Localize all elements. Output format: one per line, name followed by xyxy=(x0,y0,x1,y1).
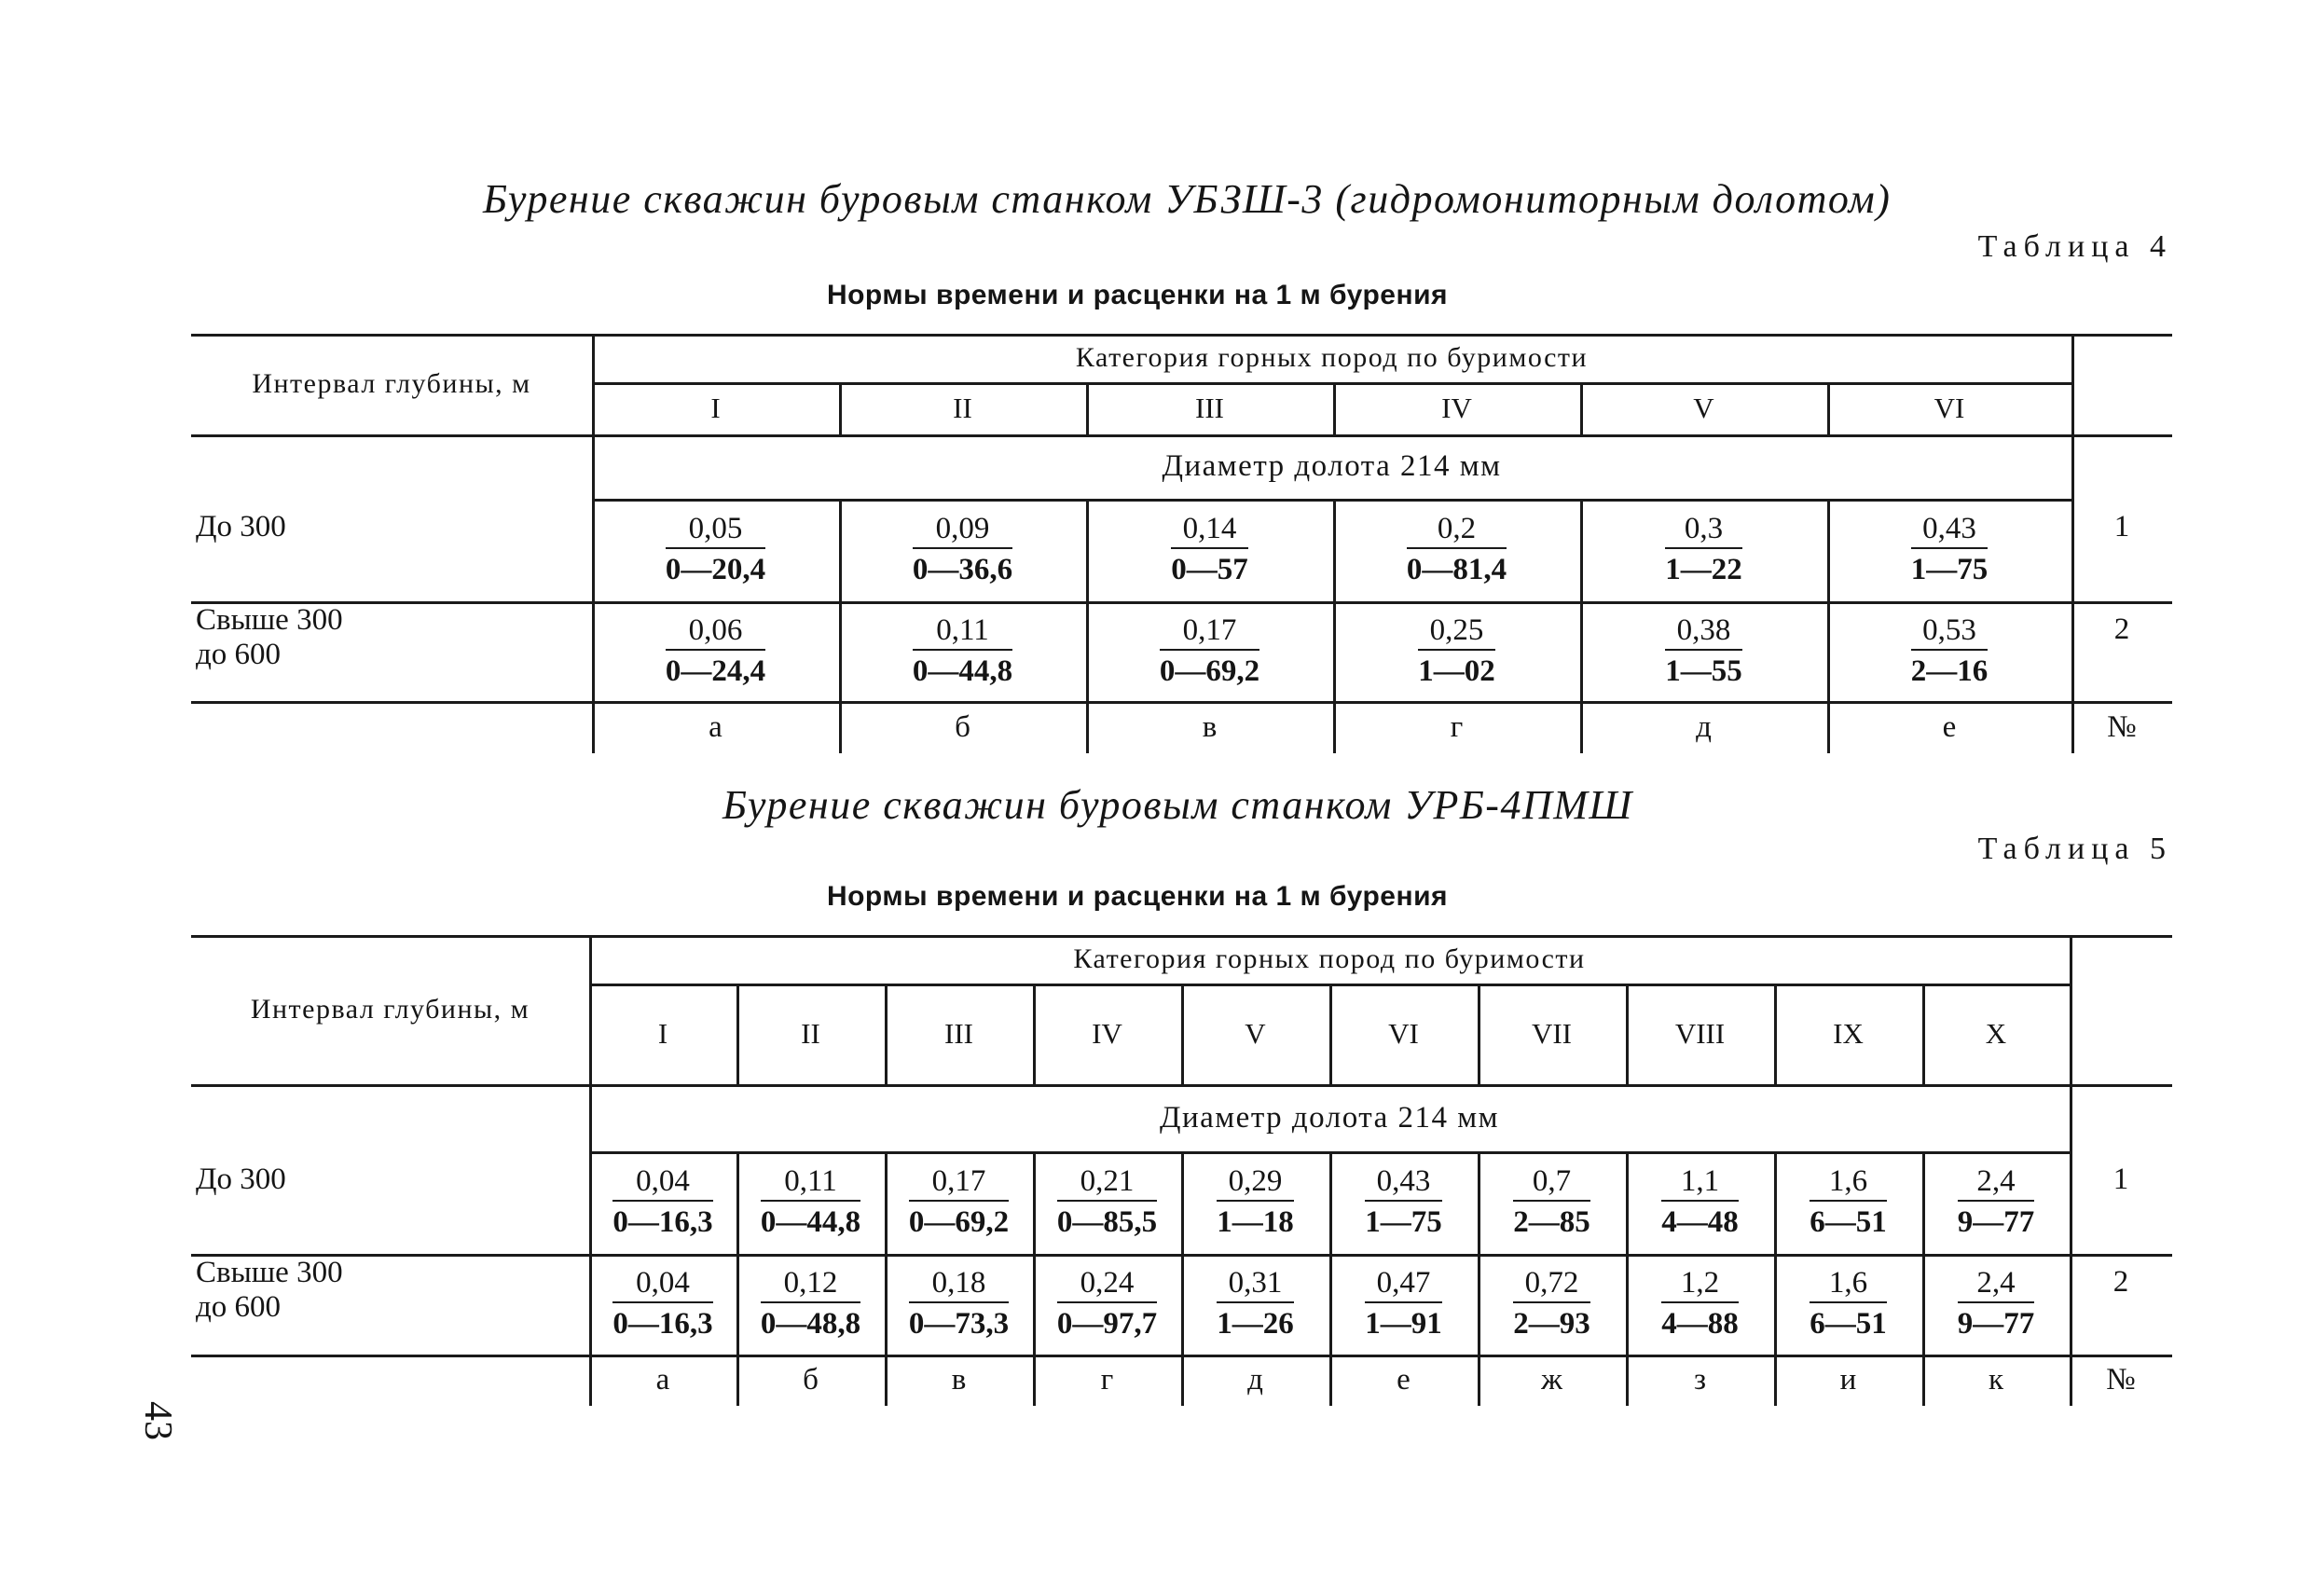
price-rate-value: 0—44,8 xyxy=(912,654,1013,688)
norm-rate-cell xyxy=(1626,1151,1774,1254)
column-letter: б xyxy=(955,709,970,744)
price-rate-value: 0—20,4 xyxy=(665,553,766,586)
depth-interval-header: Интервал глубины, м xyxy=(252,368,531,399)
norm-rate-fraction xyxy=(1171,512,1248,588)
category-header: Категория горных пород по буримости xyxy=(1075,342,1589,373)
norm-rate-fraction xyxy=(761,1266,860,1342)
norm-rate-cell xyxy=(1478,1254,1626,1355)
time-norm-value: 0,24 xyxy=(1080,1266,1135,1300)
norm-rate-cell xyxy=(1329,1254,1478,1355)
norm-rate-fraction xyxy=(612,1164,712,1241)
price-rate-value: 1—02 xyxy=(1418,654,1495,688)
page-number: 43 xyxy=(136,1401,179,1440)
norm-rate-cell xyxy=(1922,1151,2070,1254)
time-norm-value: 0,38 xyxy=(1676,612,1731,647)
time-norm-value: 0,11 xyxy=(784,1164,837,1198)
time-norm-value: 0,53 xyxy=(1922,612,1976,647)
price-rate-value: 1—18 xyxy=(1217,1205,1294,1239)
norm-rate-fraction xyxy=(1661,1164,1739,1241)
norm-rate-cell xyxy=(839,499,1086,601)
norm-rate-fraction xyxy=(1217,1266,1294,1342)
section-heading: Бурение скважин буровым станком УБЗШ-3 (гидромониторным долотом) xyxy=(483,176,1892,222)
norm-rate-cell xyxy=(1478,1151,1626,1254)
norm-rate-cell xyxy=(1774,1151,1922,1254)
time-norm-value: 0,72 xyxy=(1524,1266,1579,1300)
price-rate-value: 1—91 xyxy=(1365,1307,1442,1341)
price-rate-value: 0—85,5 xyxy=(1056,1205,1158,1239)
depth-interval-line: До 300 xyxy=(196,510,286,543)
column-letter: б xyxy=(803,1363,819,1396)
norm-rate-cell xyxy=(1181,1254,1329,1355)
row-number: 1 xyxy=(2113,510,2130,543)
column-letter: д xyxy=(1696,709,1712,744)
norm-rate-cell xyxy=(1333,499,1580,601)
time-norm-value: 0,04 xyxy=(636,1266,690,1300)
price-rate-value: 1—26 xyxy=(1217,1307,1294,1341)
time-norm-value: 0,43 xyxy=(1376,1164,1431,1198)
norm-rate-cell xyxy=(1033,1254,1181,1355)
column-letter: е xyxy=(1942,709,1957,744)
time-norm-value: 0,31 xyxy=(1228,1266,1283,1300)
norm-rate-fraction xyxy=(1958,1266,2035,1342)
norm-rate-fraction xyxy=(1665,613,1742,690)
number-column-header: № xyxy=(2107,709,2137,744)
row-number: 2 xyxy=(2113,612,2130,646)
price-rate-value: 4—88 xyxy=(1661,1307,1739,1341)
price-rate-value: 6—51 xyxy=(1810,1205,1887,1239)
column-letter: а xyxy=(709,709,722,744)
time-norm-value: 0,3 xyxy=(1684,512,1724,545)
norm-rate-fraction xyxy=(1365,1164,1442,1241)
norm-rate-fraction xyxy=(1513,1164,1590,1241)
norm-rate-fraction xyxy=(1407,512,1507,588)
price-rate-value: 1—22 xyxy=(1665,553,1742,586)
time-norm-value: 0,05 xyxy=(688,512,743,545)
time-norm-value: 0,29 xyxy=(1228,1164,1283,1198)
table-subtitle: Нормы времени и расценки на 1 м бурения xyxy=(826,881,1449,912)
row-number: 1 xyxy=(2112,1163,2129,1196)
norm-rate-cell xyxy=(839,601,1086,701)
category-column-header: VI xyxy=(1934,392,1965,424)
time-norm-value: 1,6 xyxy=(1828,1266,1868,1300)
norm-rate-fraction xyxy=(1911,613,1989,690)
row-number: 2 xyxy=(2112,1265,2129,1299)
category-column-header: X xyxy=(1985,1017,2007,1050)
norm-rate-cell xyxy=(1086,499,1333,601)
price-rate-value: 0—69,2 xyxy=(908,1205,1010,1239)
norm-rate-cell xyxy=(589,1151,736,1254)
time-norm-value: 0,04 xyxy=(636,1164,690,1198)
category-column-header: II xyxy=(801,1017,820,1050)
norm-rate-cell xyxy=(592,499,839,601)
norm-rate-fraction xyxy=(913,512,1012,588)
column-letter: в xyxy=(951,1363,967,1396)
time-norm-value: 0,18 xyxy=(931,1266,986,1300)
depth-interval-label xyxy=(196,603,343,672)
price-rate-value: 2—85 xyxy=(1513,1205,1590,1239)
norm-rate-cell xyxy=(736,1151,885,1254)
time-norm-value: 1,2 xyxy=(1680,1266,1720,1300)
column-letter: г xyxy=(1450,709,1464,744)
time-norm-value: 1,1 xyxy=(1680,1164,1720,1198)
category-column-header: IV xyxy=(1092,1017,1122,1050)
bit-diameter-label: Диаметр долота 214 мм xyxy=(1162,449,1502,483)
category-column-header: IV xyxy=(1441,392,1472,424)
price-rate-value: 0—97,7 xyxy=(1056,1307,1158,1341)
time-norm-value: 0,09 xyxy=(935,512,990,545)
depth-interval-header: Интервал глубины, м xyxy=(250,994,530,1025)
depth-interval-label xyxy=(196,1256,343,1325)
time-norm-value: 0,12 xyxy=(783,1266,838,1300)
norm-rate-fraction xyxy=(1665,512,1742,588)
norm-rate-fraction xyxy=(1810,1266,1887,1342)
norm-rate-cell xyxy=(592,601,839,701)
time-norm-value: 0,14 xyxy=(1182,512,1237,545)
price-rate-value: 2—16 xyxy=(1910,654,1989,688)
column-letter: д xyxy=(1247,1363,1263,1396)
category-column-header: VII xyxy=(1531,1017,1573,1050)
price-rate-value: 9—77 xyxy=(1957,1205,2035,1239)
category-column-header: IX xyxy=(1833,1017,1864,1050)
price-rate-value: 0—69,2 xyxy=(1159,654,1260,688)
norm-rate-fraction xyxy=(1160,613,1259,690)
column-letter: з xyxy=(1693,1363,1707,1396)
norm-rate-fraction xyxy=(1911,512,1989,588)
norm-rate-fraction xyxy=(761,1164,860,1241)
norm-rate-cell xyxy=(1626,1254,1774,1355)
depth-interval-line: Свыше 300 xyxy=(196,1256,343,1289)
norm-rate-fraction xyxy=(666,613,765,690)
norm-rate-cell xyxy=(1033,1151,1181,1254)
price-rate-value: 1—75 xyxy=(1910,553,1989,586)
norm-rate-fraction xyxy=(1513,1266,1590,1342)
category-column-header: III xyxy=(944,1017,973,1050)
depth-interval-line: Свыше 300 xyxy=(196,603,343,637)
norm-rate-fraction xyxy=(1958,1164,2035,1241)
norm-rate-fraction xyxy=(909,1164,1009,1241)
norm-rate-cell xyxy=(1086,601,1333,701)
time-norm-value: 0,21 xyxy=(1080,1164,1135,1198)
price-rate-value: 0—44,8 xyxy=(760,1205,861,1239)
norm-rate-cell xyxy=(1827,601,2071,701)
section-heading: Бурение скважин буровым станком УРБ-4ПМШ xyxy=(722,782,1633,828)
time-norm-value: 0,17 xyxy=(931,1164,986,1198)
category-column-header: VIII xyxy=(1674,1017,1726,1050)
norm-rate-fraction xyxy=(909,1266,1009,1342)
norm-rate-cell xyxy=(1580,601,1827,701)
norm-rate-cell xyxy=(1181,1151,1329,1254)
time-norm-value: 0,17 xyxy=(1182,612,1237,647)
price-rate-value: 0—24,4 xyxy=(665,654,766,688)
depth-interval-line: до 600 xyxy=(196,1290,282,1324)
norm-rate-fraction xyxy=(1365,1266,1442,1342)
price-rate-value: 0—73,3 xyxy=(908,1307,1010,1341)
price-rate-value: 1—55 xyxy=(1665,654,1742,688)
price-rate-value: 6—51 xyxy=(1810,1307,1887,1341)
column-letter: г xyxy=(1100,1363,1114,1396)
time-norm-value: 0,11 xyxy=(936,612,989,647)
price-rate-value: 2—93 xyxy=(1513,1307,1590,1341)
category-column-header: V xyxy=(1245,1017,1266,1050)
norm-rate-fraction xyxy=(1810,1164,1887,1241)
column-letter: к xyxy=(1988,1363,2004,1396)
category-column-header: III xyxy=(1195,392,1224,424)
price-rate-value: 1—75 xyxy=(1365,1205,1442,1239)
time-norm-value: 0,43 xyxy=(1922,512,1976,545)
time-norm-value: 1,6 xyxy=(1828,1164,1868,1198)
time-norm-value: 0,06 xyxy=(688,612,743,647)
depth-interval-line: до 600 xyxy=(196,638,282,671)
norm-rate-cell xyxy=(1580,499,1827,601)
depth-interval-label xyxy=(196,1163,286,1197)
norm-rate-cell xyxy=(1922,1254,2070,1355)
column-letter: а xyxy=(655,1363,670,1396)
norm-rate-fraction xyxy=(666,512,765,588)
column-letter: и xyxy=(1839,1363,1857,1396)
norm-rate-fraction xyxy=(1057,1266,1157,1342)
norm-rate-cell xyxy=(885,1151,1033,1254)
price-rate-value: 4—48 xyxy=(1661,1205,1739,1239)
category-column-header: V xyxy=(1693,392,1714,424)
price-rate-value: 0—48,8 xyxy=(760,1307,861,1341)
price-rate-value: 0—36,6 xyxy=(912,553,1013,586)
price-rate-value: 9—77 xyxy=(1957,1307,2035,1341)
depth-interval-line: До 300 xyxy=(196,1163,286,1196)
column-letter: е xyxy=(1397,1363,1411,1396)
time-norm-value: 0,47 xyxy=(1376,1266,1431,1300)
norm-rate-fraction xyxy=(1217,1164,1294,1241)
norm-rate-fraction xyxy=(913,613,1012,690)
category-column-header: I xyxy=(657,1017,668,1050)
price-rate-value: 0—16,3 xyxy=(612,1205,713,1239)
norm-rate-cell xyxy=(1333,601,1580,701)
category-column-header: VI xyxy=(1388,1017,1419,1050)
category-column-header: II xyxy=(953,392,972,424)
category-column-header: I xyxy=(710,392,721,424)
table-label: Таблица 5 xyxy=(1977,832,2172,866)
price-rate-value: 0—81,4 xyxy=(1406,553,1507,586)
norm-rate-cell xyxy=(589,1254,736,1355)
column-letter: ж xyxy=(1541,1363,1562,1396)
norm-rate-cell xyxy=(1774,1254,1922,1355)
norm-rate-cell xyxy=(1329,1151,1478,1254)
time-norm-value: 2,4 xyxy=(1976,1164,2016,1198)
table-subtitle: Нормы времени и расценки на 1 м бурения xyxy=(826,280,1449,310)
category-header: Категория горных пород по буримости xyxy=(1073,943,1586,974)
norm-rate-cell xyxy=(885,1254,1033,1355)
time-norm-value: 2,4 xyxy=(1976,1266,2016,1300)
time-norm-value: 0,25 xyxy=(1429,612,1484,647)
column-letter: в xyxy=(1202,709,1218,744)
bit-diameter-label: Диаметр долота 214 мм xyxy=(1159,1100,1500,1135)
price-rate-value: 0—16,3 xyxy=(612,1307,713,1341)
norm-rate-fraction xyxy=(1057,1164,1157,1241)
norm-rate-cell xyxy=(736,1254,885,1355)
time-norm-value: 0,7 xyxy=(1532,1164,1572,1198)
norm-rate-fraction xyxy=(612,1266,712,1342)
table-label: Таблица 4 xyxy=(1977,229,2172,264)
price-rate-value: 0—57 xyxy=(1171,553,1248,586)
norm-rate-cell xyxy=(1827,499,2071,601)
number-column-header: № xyxy=(2106,1363,2136,1396)
depth-interval-label xyxy=(196,510,286,544)
norm-rate-fraction xyxy=(1661,1266,1739,1342)
norm-rate-fraction xyxy=(1418,613,1495,690)
time-norm-value: 0,2 xyxy=(1437,512,1477,545)
